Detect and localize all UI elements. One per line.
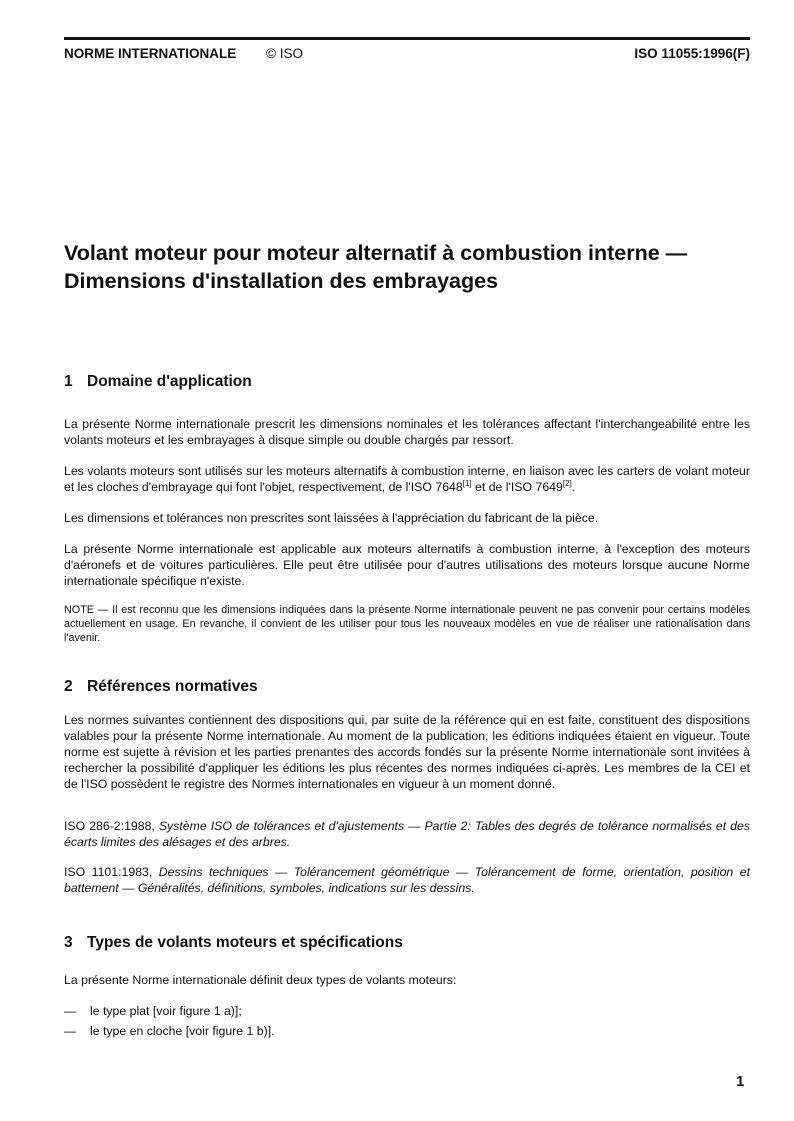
list-dash: — bbox=[64, 1024, 77, 1038]
normative-reference-1 bbox=[64, 818, 750, 850]
list-item-text: le type en cloche [voir figure 1 b)]. bbox=[90, 1024, 275, 1038]
paragraph-2-text-c: . bbox=[571, 480, 576, 494]
section-1-paragraph-2 bbox=[64, 463, 750, 495]
reference-1-code: ISO 286-2:1988, bbox=[64, 819, 159, 833]
list-dash: — bbox=[64, 1004, 77, 1018]
reference-2: [2] bbox=[562, 478, 572, 488]
page-number: 1 bbox=[736, 1073, 745, 1090]
reference-2-title: Dessins techniques — Tolérancement géométrique — Tolérancement de forme, orientation, position et battement — Généralités, définitions, symboles, indications sur les dessins. bbox=[64, 865, 750, 895]
section-2-title: Références normatives bbox=[87, 678, 258, 695]
reference-1-title: Système ISO de tolérances et d'ajustements — Partie 2: Tables des degrés de tolérance normalisés et des écarts limites des alésages et des arbres. bbox=[64, 819, 750, 849]
reference-2-code: ISO 1101:1983, bbox=[64, 865, 159, 879]
section-3-heading bbox=[64, 934, 403, 952]
list-item bbox=[64, 1004, 242, 1018]
section-3-title: Types de volants moteurs et spécifications bbox=[87, 934, 403, 951]
section-3-number: 3 bbox=[64, 934, 73, 951]
page-header bbox=[64, 46, 750, 66]
section-1-paragraph-4: La présente Norme internationale est applicable aux moteurs alternatifs à combustion interne, à l'exception des moteurs d'aéronefs et de voitures particulières. Elle peut être utilisée pour d'autres utilisations des moteurs lorsque aucune Norme internationale spécifique n'existe. bbox=[64, 542, 750, 588]
section-1-title: Domaine d'application bbox=[87, 373, 252, 390]
paragraph-2-text-b: et de l'ISO 7649 bbox=[471, 480, 563, 494]
section-2-heading bbox=[64, 678, 258, 696]
section-1-paragraph-1: La présente Norme internationale prescrit les dimensions nominales et les tolérances affectant l'interchangeabilité entre les volants moteurs et les embrayages à disque simple ou double chargés par ressort. bbox=[64, 417, 750, 447]
document-title: Volant moteur pour moteur alternatif à combustion interne — Dimensions d'installation des embrayages bbox=[64, 241, 688, 293]
paragraph-2-text-a: Les volants moteurs sont utilisés sur les moteurs alternatifs à combustion interne, en liaison avec les carters de volant moteur et les cloches d'embrayage qui font l'objet, respectivement, de l'ISO 7648 bbox=[64, 464, 750, 494]
section-2-paragraph-1: Les normes suivantes contiennent des dispositions qui, par suite de la référence qui en est faite, constituent des dispositions valables pour la présente Norme internationale. Au moment de la publication, les éditions indiquées étaient en vigueur. Toute norme est sujette à révision et les parties prenantes des accords fondés sur la présente Norme internationale sont invitées à rechercher la possibilité d'appliquer les éditions les plus récentes des normes indiquées ci-après. Les membres de la CEI et de l'ISO possèdent le registre des Normes internationales en vigueur à un moment donné. bbox=[64, 713, 750, 791]
section-1-paragraph-3: Les dimensions et tolérances non prescrites sont laissées à l'appréciation du fabricant de la pièce. bbox=[64, 511, 599, 525]
section-1-note: NOTE — Il est reconnu que les dimensions indiquées dans la présente Norme internationale peuvent ne pas convenir pour certains modèles actuellement en usage. En revanche, il convient de les utiliser pour tous les nouveaux modèles en vue de réaliser une rationalisation dans l'avenir. bbox=[64, 604, 750, 644]
section-1-number: 1 bbox=[64, 373, 73, 390]
normative-reference-2 bbox=[64, 864, 750, 896]
section-1-heading bbox=[64, 373, 252, 391]
list-item bbox=[64, 1024, 275, 1038]
reference-1: [1] bbox=[462, 478, 472, 488]
header-standard-type: NORME INTERNATIONALE bbox=[64, 46, 237, 61]
section-2-number: 2 bbox=[64, 678, 73, 695]
section-3-paragraph-1: La présente Norme internationale définit deux types de volants moteurs: bbox=[64, 973, 457, 987]
header-copyright: © ISO bbox=[266, 46, 303, 61]
header-rule bbox=[64, 37, 750, 40]
header-standard-number: ISO 11055:1996(F) bbox=[634, 46, 750, 61]
list-item-text: le type plat [voir figure 1 a)]; bbox=[90, 1004, 242, 1018]
